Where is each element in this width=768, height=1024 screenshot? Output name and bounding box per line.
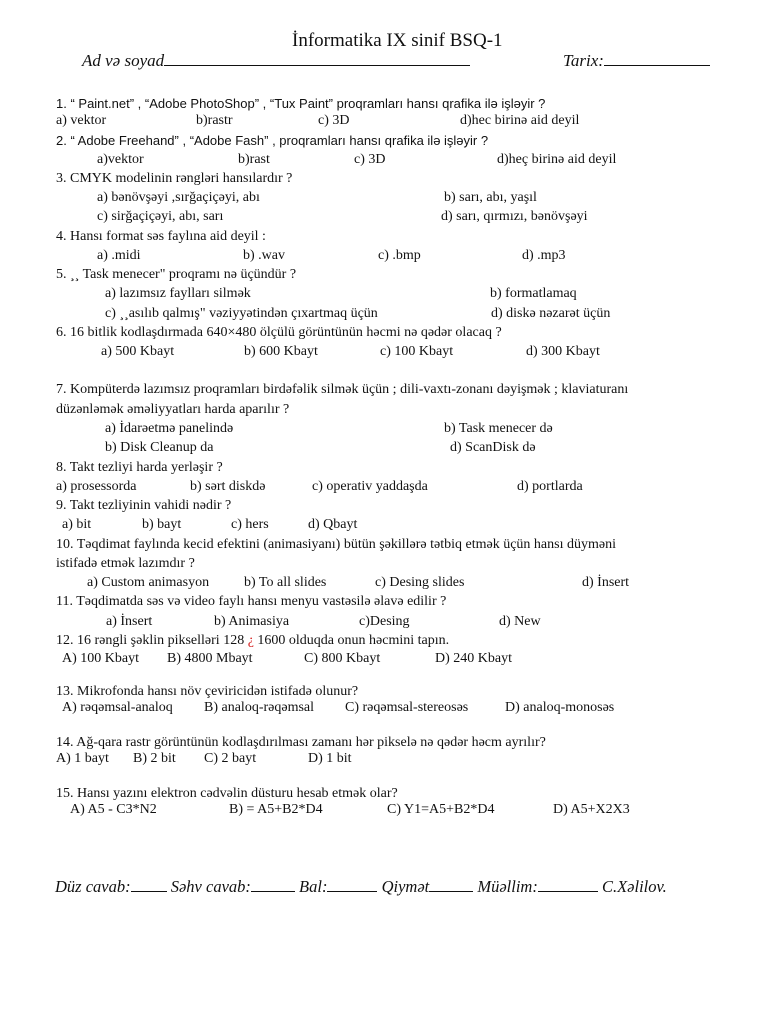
question-10-line-1: 10. Təqdimat faylında kecid efektini (animasiyanı) bütün şəkillərə tətbiq etmək üçün hansı düyməni [56, 537, 616, 552]
q7-option-c: b) Disk Cleanup da [105, 440, 214, 455]
correct-label: Düz cavab: [55, 877, 131, 896]
question-5: 5. ¸¸ Task menecer" proqramı nə üçündür ? [56, 267, 297, 282]
grade-blank [429, 877, 473, 892]
q10-option-a: a) Custom animasyon [87, 575, 210, 590]
question-10-line-2: istifadə etmək lazımdır ? [56, 556, 195, 571]
q4-option-d: d) .mp3 [522, 248, 566, 263]
question-1: 1. “ Paint.net” , “Adobe PhotoShop” , “Tux Paint” proqramları hansı qrafika ilə işləyir ? [56, 96, 546, 111]
q8-option-d: d) portlarda [517, 479, 583, 494]
question-3: 3. CMYK modelinin rəngləri hansılardır ? [56, 171, 293, 186]
date-field [563, 51, 710, 71]
author-name: C.Xəlilov. [601, 877, 667, 896]
q12-option-d: D) 240 Kbayt [435, 651, 512, 666]
q7-option-b: b) Task menecer də [444, 421, 553, 436]
date-blank [604, 51, 710, 66]
question-9: 9. Takt tezliyinin vahidi nədir ? [56, 498, 232, 513]
q8-option-b: b) sərt diskdə [190, 479, 266, 494]
score-label: Bal: [299, 877, 328, 896]
q2-option-b: b)rast [238, 152, 270, 167]
question-2: 2. “ Adobe Freehand” , “Adobe Fash” , proqramları hansı qrafika ilə işləyir ? [56, 133, 489, 148]
q1-option-c: c) 3D [318, 113, 350, 128]
score-blank [327, 877, 377, 892]
q12-symbol: ¿ [247, 633, 254, 648]
q14-option-c: C) 2 bayt [204, 751, 257, 766]
q4-option-b: b) .wav [243, 248, 285, 263]
q8-option-c: c) operativ yaddaşda [312, 479, 428, 494]
question-14: 14. Ağ-qara rastr görüntünün kodlaşdırılması zamanı hər pikselə nə qədər həcm ayrılır? [56, 735, 546, 750]
q15-option-d: D) A5+X2X3 [553, 802, 630, 817]
date-label: Tarix: [563, 51, 604, 70]
q10-option-c: c) Desing slides [375, 575, 465, 590]
q11-option-d: d) New [499, 614, 541, 629]
q4-option-c: c) .bmp [378, 248, 421, 263]
q13-option-c: C) rəqəmsal-stereosəs [345, 700, 469, 715]
q2-option-a: a)vektor [97, 152, 144, 167]
question-4: 4. Hansı format səs faylına aid deyil : [56, 229, 266, 244]
q8-option-a: a) prosessorda [56, 479, 137, 494]
page-title: İnformatika IX sinif BSQ-1 [292, 30, 503, 51]
q9-option-c: c) hers [231, 517, 269, 532]
q3-option-b: b) sarı, abı, yaşıl [444, 190, 537, 205]
wrong-blank [251, 877, 295, 892]
teacher-label: Müəllim: [477, 877, 538, 896]
grading-footer [55, 877, 667, 897]
q13-option-a: A) rəqəmsal-analoq [62, 700, 173, 715]
wrong-label: Səhv cavab: [170, 877, 251, 896]
q13-option-b: B) analoq-rəqəmsal [204, 700, 315, 715]
question-7-line-2: düzənləmək əməliyyatları harda aparılır ? [56, 402, 290, 417]
q1-option-b: b)rastr [196, 113, 233, 128]
q9-option-a: a) bit [62, 517, 92, 532]
q7-option-d: d) ScanDisk də [450, 440, 536, 455]
question-8: 8. Takt tezliyi harda yerləşir ? [56, 460, 223, 475]
q5-option-b: b) formatlamaq [490, 286, 577, 301]
question-11: 11. Təqdimatda səs və video faylı hansı menyu vastəsilə əlavə edilir ? [56, 594, 447, 609]
q10-option-b: b) To all slides [244, 575, 327, 590]
name-field [82, 51, 470, 71]
q10-option-d: d) İnsert [582, 575, 630, 590]
q15-option-a: A) A5 - C3*N2 [70, 802, 157, 817]
q3-option-d: d) sarı, qırmızı, bənövşəyi [441, 209, 588, 224]
q6-option-d: d) 300 Kbayt [526, 344, 600, 359]
teacher-blank [538, 877, 598, 892]
q3-option-a: a) bənövşəyi ,sırğaçiçəyi, abı [97, 190, 260, 205]
q15-option-c: C) Y1=A5+B2*D4 [387, 802, 495, 817]
q11-option-b: b) Animasiya [214, 614, 290, 629]
name-blank [164, 51, 470, 66]
question-12 [56, 632, 449, 649]
q14-option-d: D) 1 bit [308, 751, 352, 766]
q3-option-c: c) sirğaçiçəyi, abı, sarı [97, 209, 224, 224]
q9-option-b: b) bayt [142, 517, 182, 532]
q1-option-a: a) vektor [56, 113, 107, 128]
q2-option-d: d)heç birinə aid deyil [497, 152, 617, 167]
q15-option-b: B) = A5+B2*D4 [229, 802, 323, 817]
q12-option-b: B) 4800 Mbayt [167, 651, 253, 666]
q5-option-a: a) lazımsız faylları silmək [105, 286, 251, 301]
q12-option-a: A) 100 Kbayt [62, 651, 139, 666]
q12-text-before: 12. 16 rəngli şəklin pikselləri 128 [56, 633, 248, 648]
q7-option-a: a) İdarəetmə panelində [105, 421, 234, 436]
question-7-line-1: 7. Kompüterdə lazımsız proqramları birdəfəlik silmək üçün ; dili-vaxtı-zonanı dəyişmək ; klaviaturanı [56, 382, 629, 397]
grade-label: Qiymət [381, 877, 430, 896]
question-15: 15. Hansı yazını elektron cədvəlin düsturu hesab etmək olar? [56, 786, 398, 801]
q11-option-c: c)Desing [359, 614, 410, 629]
q5-option-c: c) ¸¸asılıb qalmış" vəziyyətindən çıxartmaq üçün [105, 306, 378, 321]
q5-option-d: d) diskə nəzarət üçün [491, 306, 611, 321]
question-6: 6. 16 bitlik kodlaşdırmada 640×480 ölçülü görüntünün həcmi nə qədər olacaq ? [56, 325, 502, 340]
q6-option-a: a) 500 Kbayt [101, 344, 175, 359]
correct-blank [131, 877, 167, 892]
q4-option-a: a) .midi [97, 248, 141, 263]
q12-option-c: C) 800 Kbayt [304, 651, 381, 666]
q2-option-c: c) 3D [354, 152, 386, 167]
q9-option-d: d) Qbayt [308, 517, 358, 532]
q6-option-c: c) 100 Kbayt [380, 344, 454, 359]
q6-option-b: b) 600 Kbayt [244, 344, 318, 359]
q14-option-a: A) 1 bayt [56, 751, 109, 766]
q14-option-b: B) 2 bit [133, 751, 176, 766]
q1-option-d: d)hec birinə aid deyil [460, 113, 580, 128]
q11-option-a: a) İnsert [106, 614, 153, 629]
q13-option-d: D) analoq-monosəs [505, 700, 615, 715]
name-label: Ad və soyad [82, 51, 165, 70]
q12-text-after: 1600 olduqda onun həcmini tapın. [253, 633, 450, 648]
question-13: 13. Mikrofonda hansı növ çeviricidən istifadə olunur? [56, 684, 359, 699]
